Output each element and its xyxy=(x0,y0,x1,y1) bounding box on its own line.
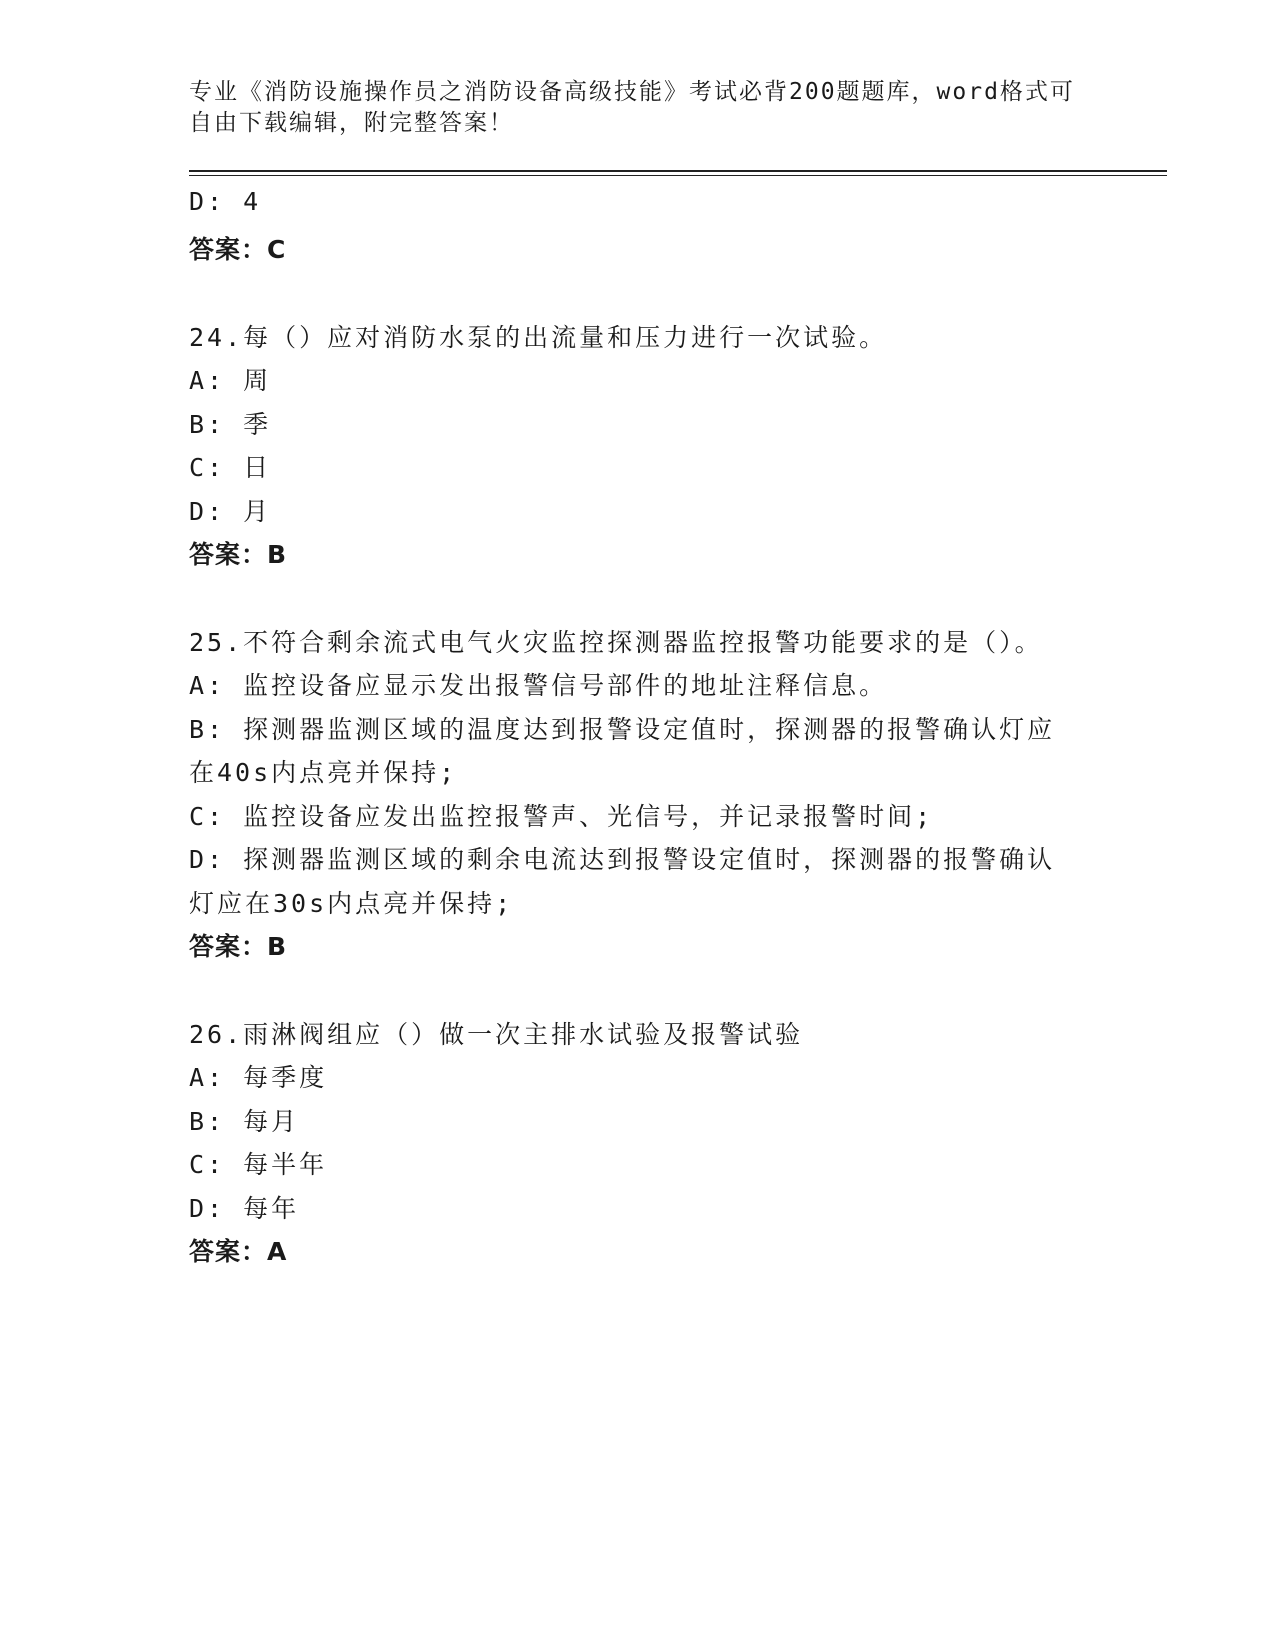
question-25-answer: 答案：B xyxy=(189,932,288,961)
question-26-stem: 26.雨淋阀组应（）做一次主排水试验及报警试验 xyxy=(189,1020,804,1049)
question-26-option-a: A: 每季度 xyxy=(189,1063,328,1092)
question-24-option-c: C: 日 xyxy=(189,453,272,482)
question-25-option-b-cont: 在40s内点亮并保持; xyxy=(189,758,458,787)
document-header-line-2: 自由下载编辑，附完整答案！ xyxy=(189,110,514,136)
question-26-option-c: C: 每半年 xyxy=(189,1150,328,1179)
header-divider-thick xyxy=(189,170,1167,172)
header-divider-thin xyxy=(189,175,1167,176)
question-25-option-b: B: 探测器监测区域的温度达到报警设定值时，探测器的报警确认灯应 xyxy=(189,715,1056,744)
question-24-answer: 答案：B xyxy=(189,540,288,569)
question-24-option-d: D: 月 xyxy=(189,497,272,526)
question-25-option-a: A: 监控设备应显示发出报警信号部件的地址注释信息。 xyxy=(189,671,888,700)
question-24-option-a: A: 周 xyxy=(189,366,272,395)
option-d-carryover: D: 4 xyxy=(189,187,262,216)
question-25-option-c: C: 监控设备应发出监控报警声、光信号，并记录报警时间; xyxy=(189,802,934,831)
question-26-answer: 答案：A xyxy=(189,1237,288,1266)
question-25-option-d-cont: 灯应在30s内点亮并保持; xyxy=(189,889,514,918)
question-24-stem: 24.每（）应对消防水泵的出流量和压力进行一次试验。 xyxy=(189,323,888,352)
question-25-option-d: D: 探测器监测区域的剩余电流达到报警设定值时，探测器的报警确认 xyxy=(189,845,1056,874)
answer-carryover: 答案：C xyxy=(189,235,287,264)
document-header-line-1: 专业《消防设施操作员之消防设备高级技能》考试必背200题题库，word格式可 xyxy=(189,79,1075,105)
question-26-option-b: B: 每月 xyxy=(189,1107,300,1136)
question-25-stem: 25.不符合剩余流式电气火灾监控探测器监控报警功能要求的是（）。 xyxy=(189,628,1043,657)
question-24-option-b: B: 季 xyxy=(189,410,272,439)
question-26-option-d: D: 每年 xyxy=(189,1194,300,1223)
